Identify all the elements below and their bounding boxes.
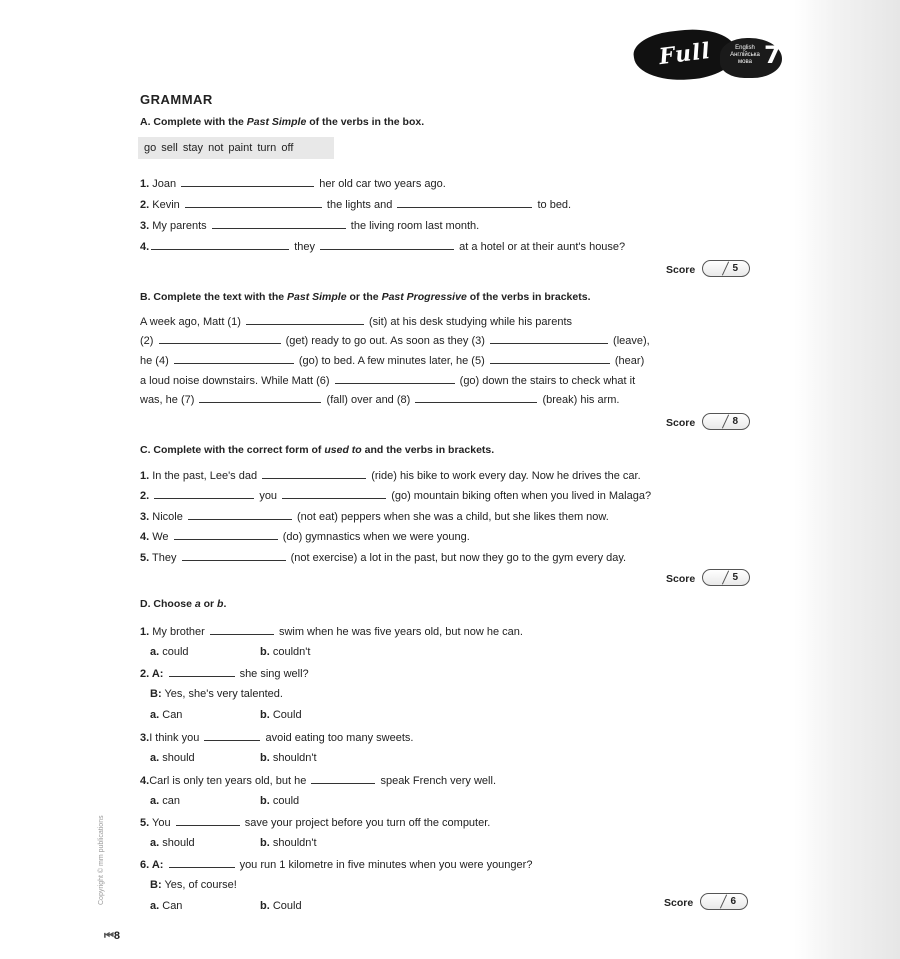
score-slash xyxy=(722,570,729,584)
answer-blank[interactable] xyxy=(199,393,321,403)
text-fragment: (go) down the stairs to check what it xyxy=(459,375,636,387)
text-fragment: (go) to bed. A few minutes later, he (5) xyxy=(298,355,485,367)
item-text: save your project before you turn off the computer. xyxy=(244,817,491,829)
answer-blank[interactable] xyxy=(169,667,235,677)
option-letter: a. xyxy=(150,795,160,807)
item-number: 4. xyxy=(140,531,150,543)
item-text: Carl is only ten years old, but he xyxy=(149,775,307,787)
answer-blank[interactable] xyxy=(169,858,235,868)
logo-sub-ukrainian: Англійська мова xyxy=(730,52,760,65)
answer-blank[interactable] xyxy=(151,240,289,250)
answer-blank[interactable] xyxy=(262,469,366,479)
item-number: 6. A: xyxy=(140,859,164,871)
option-letter: a. xyxy=(150,752,160,764)
item-text: They xyxy=(152,552,177,564)
answer-blank[interactable] xyxy=(490,354,610,364)
option-letter: b. xyxy=(260,752,270,764)
option-text: Could xyxy=(272,709,302,721)
answer-blank[interactable] xyxy=(311,774,375,784)
logo-sub-english: English xyxy=(735,45,755,51)
item-text: avoid eating too many sweets. xyxy=(265,732,414,744)
logo-grade: 7 xyxy=(764,41,781,69)
section-c-instruction: C. Complete with the correct form of used to and the verbs in brackets. xyxy=(140,444,495,456)
item-text: the living room last month. xyxy=(350,220,480,232)
c-item-3 xyxy=(140,510,609,523)
item-text: Joan xyxy=(152,178,177,190)
item-text: you xyxy=(259,490,278,502)
d-question-3 xyxy=(140,731,413,744)
b-line-2 xyxy=(140,334,650,347)
answer-blank[interactable] xyxy=(154,489,254,499)
option-text: shouldn't xyxy=(272,752,317,764)
page-edge-shadow xyxy=(794,0,900,959)
option-a[interactable] xyxy=(150,837,195,849)
item-text: swim when he was five years old, but now he can. xyxy=(278,626,523,638)
score-label-b: Score xyxy=(666,417,696,429)
option-letter: a. xyxy=(150,900,160,912)
item-text: My parents xyxy=(152,220,207,232)
option-text: should xyxy=(162,837,195,849)
option-b[interactable] xyxy=(260,709,302,721)
option-letter: b. xyxy=(260,900,270,912)
answer-blank[interactable] xyxy=(490,334,608,344)
answer-blank[interactable] xyxy=(182,551,286,561)
item-text: her old car two years ago. xyxy=(319,178,446,190)
answer-blank[interactable] xyxy=(174,530,278,540)
speaker-label: B: xyxy=(150,879,162,891)
option-text: can xyxy=(162,795,180,807)
answer-blank[interactable] xyxy=(320,240,454,250)
item-number: 4. xyxy=(140,241,150,253)
answer-blank[interactable] xyxy=(335,374,455,384)
item-number: 1. xyxy=(140,626,150,638)
answer-blank[interactable] xyxy=(415,393,537,403)
item-text: (go) mountain biking often when you lived in Malaga? xyxy=(391,490,652,502)
option-letter: a. xyxy=(150,709,160,721)
score-box-c[interactable] xyxy=(702,569,750,586)
text-fragment: (break) his arm. xyxy=(542,394,620,406)
answer-blank[interactable] xyxy=(397,198,532,208)
item-text: speak French very well. xyxy=(380,775,496,787)
logo-subtitle xyxy=(728,45,762,66)
item-text: she sing well? xyxy=(239,668,309,680)
score-box-a[interactable] xyxy=(702,260,750,277)
d-question-2-reply xyxy=(150,688,283,700)
score-label-d: Score xyxy=(664,897,694,909)
item-text: you run 1 kilometre in five minutes when you were younger? xyxy=(239,859,533,871)
score-box-d[interactable] xyxy=(700,893,748,910)
word-box: go sell stay not paint turn off xyxy=(138,137,334,159)
option-a[interactable] xyxy=(150,900,182,912)
c-item-5 xyxy=(140,551,626,564)
option-letter: b. xyxy=(260,709,270,721)
option-text: could xyxy=(272,795,300,807)
item-text: (not exercise) a lot in the past, but now they go to the gym every day. xyxy=(290,552,627,564)
item-number: 3. xyxy=(140,511,150,523)
a-item-3 xyxy=(140,219,479,232)
item-text: at a hotel or at their aunt's house? xyxy=(459,241,626,253)
option-text: shouldn't xyxy=(272,837,317,849)
score-max: 5 xyxy=(732,572,738,583)
c-item-4 xyxy=(140,530,470,543)
item-text: (do) gymnastics when we were young. xyxy=(282,531,470,543)
d-question-5 xyxy=(140,816,490,829)
item-number: 2. A: xyxy=(140,668,164,680)
answer-blank[interactable] xyxy=(185,198,322,208)
score-max: 8 xyxy=(732,416,738,427)
score-max: 5 xyxy=(732,263,738,274)
option-b[interactable] xyxy=(260,900,302,912)
b-line-3 xyxy=(140,354,644,367)
text-fragment: (get) ready to go out. As soon as they (3) xyxy=(285,335,485,347)
item-text: We xyxy=(152,531,169,543)
answer-blank[interactable] xyxy=(188,510,292,520)
score-slash xyxy=(722,261,729,275)
item-number: 2. xyxy=(140,199,150,211)
page-title: GRAMMAR xyxy=(140,92,213,107)
answer-blank[interactable] xyxy=(246,315,364,325)
text-fragment: (leave), xyxy=(613,335,650,347)
item-text: the lights and xyxy=(326,199,393,211)
reply-text: Yes, of course! xyxy=(164,879,237,891)
speaker-label: B: xyxy=(150,688,162,700)
item-number: 2. xyxy=(140,490,150,502)
item-number: 5. xyxy=(140,817,150,829)
score-label-a: Score xyxy=(666,264,696,276)
a-item-4 xyxy=(140,240,625,253)
answer-blank[interactable] xyxy=(282,489,386,499)
option-b[interactable] xyxy=(260,795,299,807)
score-label-c: Score xyxy=(666,573,696,585)
item-text: (not eat) peppers when she was a child, but she likes them now. xyxy=(296,511,609,523)
d-question-2 xyxy=(140,667,309,680)
logo-brand: Full Blast! xyxy=(631,24,738,86)
copyright-notice: Copyright © mm publications xyxy=(98,815,105,905)
answer-blank[interactable] xyxy=(181,177,314,187)
option-a[interactable] xyxy=(150,709,182,721)
item-number: 5. xyxy=(140,552,150,564)
d-question-6-reply xyxy=(150,879,237,891)
text-fragment: (hear) xyxy=(614,355,645,367)
b-line-5 xyxy=(140,393,619,406)
option-a[interactable] xyxy=(150,646,189,658)
option-letter: b. xyxy=(260,646,270,658)
section-b-instruction: B. Complete the text with the Past Simple or the Past Progressive of the verbs in brackets. xyxy=(140,291,591,303)
text-fragment: (sit) at his desk studying while his parents xyxy=(369,316,572,328)
score-slash xyxy=(720,894,727,908)
page-number-value: 8 xyxy=(113,930,121,942)
item-number: 1. xyxy=(140,470,150,482)
item-text: You xyxy=(152,817,171,829)
c-item-2 xyxy=(140,489,651,502)
text-fragment: (fall) over and (8) xyxy=(326,394,411,406)
option-letter: b. xyxy=(260,837,270,849)
option-letter: a. xyxy=(150,837,160,849)
item-text: Nicole xyxy=(152,511,183,523)
item-text: In the past, Lee's dad xyxy=(152,470,258,482)
page-number xyxy=(104,930,120,943)
option-text: couldn't xyxy=(272,646,311,658)
score-max: 6 xyxy=(730,896,736,907)
item-number: 3. xyxy=(140,732,150,744)
item-text: to bed. xyxy=(537,199,572,211)
d-question-6 xyxy=(140,858,532,871)
option-text: Can xyxy=(162,709,183,721)
score-box-b[interactable] xyxy=(702,413,750,430)
answer-blank[interactable] xyxy=(159,334,281,344)
option-letter: a. xyxy=(150,646,160,658)
text-fragment: was, he (7) xyxy=(140,394,195,406)
option-a[interactable] xyxy=(150,752,195,764)
answer-blank[interactable] xyxy=(210,625,274,635)
series-logo xyxy=(628,24,784,120)
b-line-1 xyxy=(140,315,572,328)
text-fragment: a loud noise downstairs. While Matt (6) xyxy=(140,375,330,387)
item-number: 4. xyxy=(140,775,150,787)
item-text: (ride) his bike to work every day. Now he drives the car. xyxy=(371,470,641,482)
text-fragment: he (4) xyxy=(140,355,169,367)
section-d-instruction: D. Choose a or b. xyxy=(140,598,227,610)
back-arrows-icon: ⏮ xyxy=(104,930,114,942)
score-slash xyxy=(722,414,729,428)
text-fragment: A week ago, Matt (1) xyxy=(140,316,241,328)
item-text: Kevin xyxy=(152,199,180,211)
option-b[interactable] xyxy=(260,752,317,764)
option-text: Could xyxy=(272,900,302,912)
option-text: Can xyxy=(162,900,183,912)
option-text: could xyxy=(162,646,189,658)
a-item-2 xyxy=(140,198,571,211)
item-number: 1. xyxy=(140,178,150,190)
option-b[interactable] xyxy=(260,837,317,849)
answer-blank[interactable] xyxy=(212,219,346,229)
answer-blank[interactable] xyxy=(204,731,260,741)
answer-blank[interactable] xyxy=(174,354,294,364)
b-line-4 xyxy=(140,374,635,387)
c-item-1 xyxy=(140,469,641,482)
a-item-1 xyxy=(140,177,446,190)
option-letter: b. xyxy=(260,795,270,807)
item-text: I think you xyxy=(149,732,200,744)
item-number: 3. xyxy=(140,220,150,232)
option-text: should xyxy=(162,752,195,764)
section-a-instruction: A. Complete with the Past Simple of the verbs in the box. xyxy=(140,116,425,128)
text-fragment: (2) xyxy=(140,335,154,347)
item-text: they xyxy=(294,241,316,253)
option-a[interactable] xyxy=(150,795,180,807)
d-question-1 xyxy=(140,625,523,638)
answer-blank[interactable] xyxy=(176,816,240,826)
d-question-4 xyxy=(140,774,496,787)
option-b[interactable] xyxy=(260,646,310,658)
reply-text: Yes, she's very talented. xyxy=(164,688,283,700)
item-text: My brother xyxy=(152,626,205,638)
